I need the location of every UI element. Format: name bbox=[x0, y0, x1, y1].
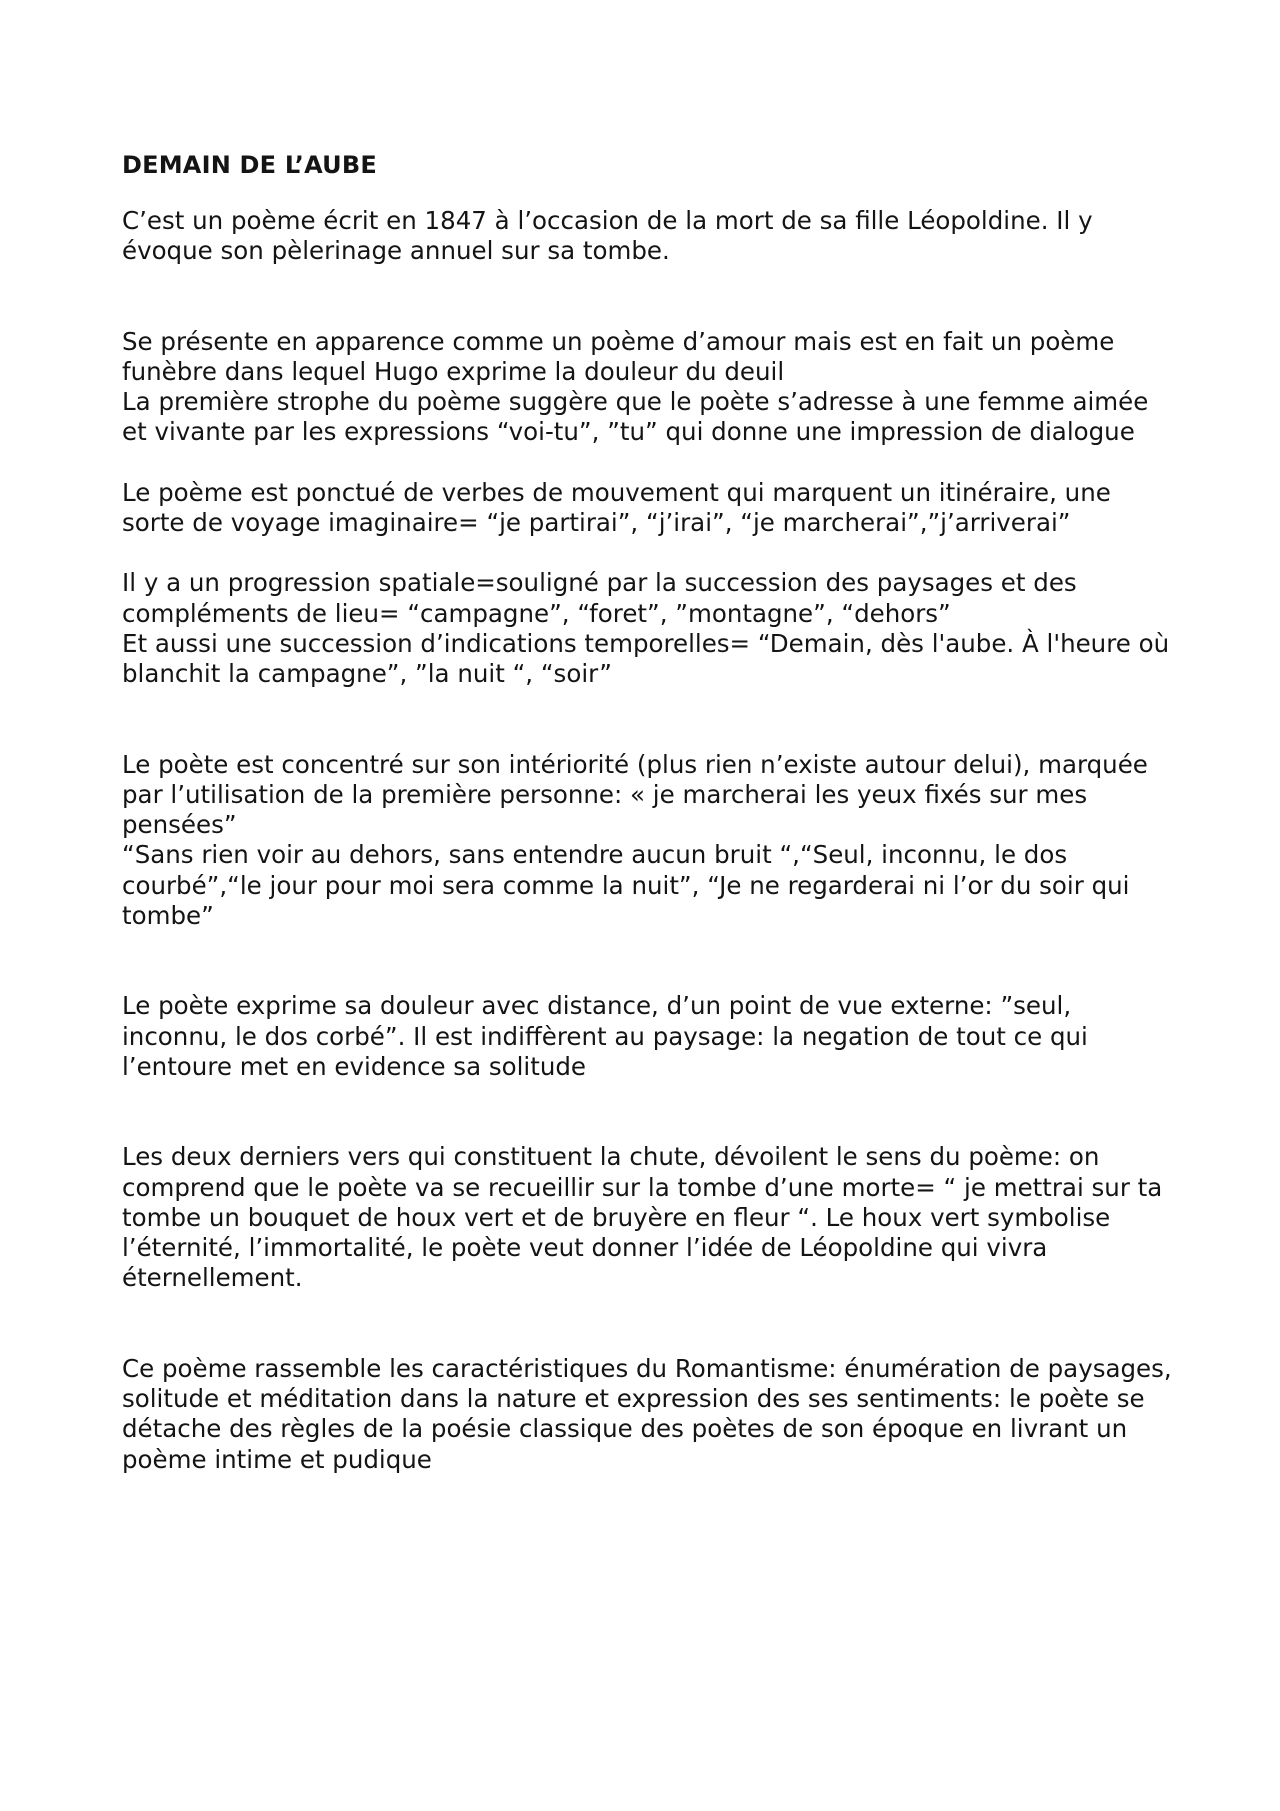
section-intro bbox=[122, 206, 1172, 267]
paragraph: Le poème est ponctué de verbes de mouvement qui marquent un itinéraire, une bbox=[122, 477, 1111, 507]
paragraph: C’est un poème écrit en 1847 à l’occasion de la mort de sa fille Léopoldine. Il y évoque son pèlerinage annuel sur sa tombe. bbox=[122, 206, 1093, 266]
paragraph: Le poète exprime sa douleur avec distance, d’un point de vue externe: ”seul, inconnu, le dos corbé”. Il est indiffèrent au paysage: la negation de tout ce qui l’entoure met en evidence sa solitude bbox=[122, 991, 1088, 1081]
section-movement-verbs bbox=[122, 478, 1172, 539]
spacer bbox=[122, 931, 1172, 991]
section-distance bbox=[122, 991, 1172, 1082]
section-interiority bbox=[122, 750, 1172, 932]
paragraph: sorte de voyage imaginaire= “je partirai”, “j’irai”, “je marcherai”,”j’arriverai” bbox=[122, 508, 1071, 538]
paragraph: Et aussi une succession d’indications temporelles= “Demain, dès l'aube. À l'heure où blanchit la campagne”, ”la nuit “, “soir” bbox=[122, 628, 1170, 689]
spacer bbox=[122, 1294, 1172, 1354]
section-last-verses bbox=[122, 1142, 1172, 1293]
section-romanticism bbox=[122, 1354, 1172, 1475]
paragraph: Il y a un progression spatiale=souligné par la succession des paysages et des compléments de lieu= “campagne”, “foret”, ”montagne”, “dehors” bbox=[122, 568, 1077, 628]
paragraph: Les deux derniers vers qui constituent la chute, dévoilent le sens du poème: on comprend que le poète va se recueillir sur la tombe d’une morte= “ je mettrai sur ta tombe un bouquet de houx vert et de bruyère en fleur “. Le houx vert symbolise l’éternité, l’immortalité, le poète veut donner l’idée de Léopoldine qui vivra éternellement. bbox=[122, 1142, 1163, 1293]
section-funeral-poem bbox=[122, 327, 1172, 448]
paragraph: La première strophe du poème suggère que le poète s’adresse à une femme aimée et vivante par les expressions “voi-tu”, ”tu” qui donne une impression de dialogue bbox=[122, 387, 1149, 447]
spacer bbox=[122, 267, 1172, 327]
document-page bbox=[122, 150, 1172, 1475]
paragraph: “Sans rien voir au dehors, sans entendre aucun bruit “,“Seul, inconnu, le dos courbé”,“le jour pour moi sera comme la nuit”, “Je ne regarderai ni l’or du soir qui tombe” bbox=[122, 840, 1130, 931]
spacer bbox=[122, 538, 1172, 568]
document-title: DEMAIN DE L’AUBE bbox=[122, 151, 377, 179]
spacer bbox=[122, 1082, 1172, 1142]
spacer bbox=[122, 448, 1172, 478]
section-spatial-progression bbox=[122, 568, 1172, 689]
paragraph: Ce poème rassemble les caractéristiques du Romantisme: énumération de paysages, solitude et méditation dans la nature et expression des ses sentiments: le poète se détache des règles de la poésie classique des poètes de son époque en livrant un poème intime et pudique bbox=[122, 1353, 1172, 1474]
paragraph: Se présente en apparence comme un poème d’amour mais est en fait un poème funèbre dans lequel Hugo exprime la douleur du deuil bbox=[122, 326, 1115, 386]
spacer bbox=[122, 690, 1172, 750]
paragraph: Le poète est concentré sur son intériorité (plus rien n’existe autour delui), marquée par l’utilisation de la première personne: « je marcherai les yeux fixés sur mes pensées” bbox=[122, 749, 1148, 840]
